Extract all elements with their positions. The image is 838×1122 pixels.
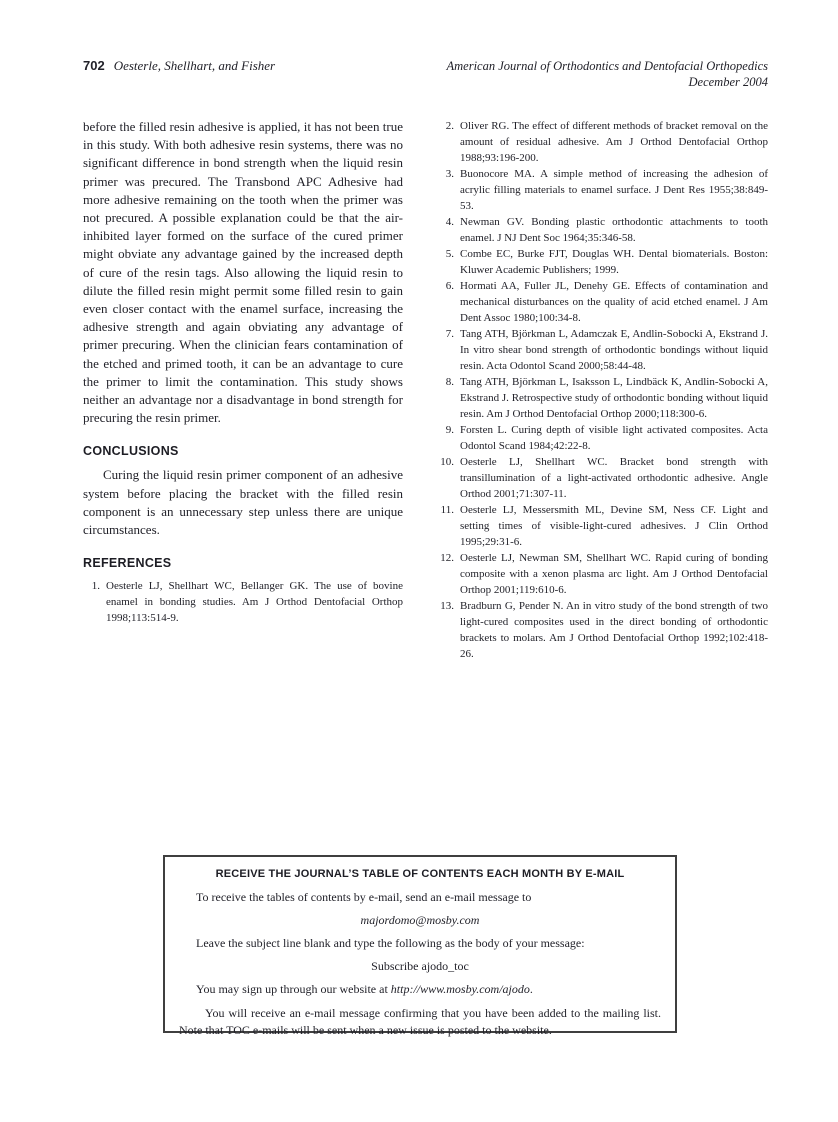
reference-item-4: [437, 214, 768, 246]
reference-number: 4.: [445, 216, 454, 228]
reference-text: Forsten L. Curing depth of visible light activated composites. Acta Odontol Scand 1984;42:22-8.: [460, 424, 768, 452]
reference-number: 3.: [445, 168, 454, 180]
reference-item-6: [437, 278, 768, 326]
reference-item-3: [437, 166, 768, 214]
toc-confirmation-note: You will receive an e-mail message confirming that you have been added to the mailing list. Note that TOC e-mails will be sent when a new issue is posted to the website.: [179, 1006, 661, 1037]
reference-number: 9.: [445, 424, 454, 436]
reference-number: 2.: [445, 120, 454, 132]
toc-body-instruction: Leave the subject line blank and type the following as the body of your message:: [196, 936, 585, 950]
issue-date: December 2004: [688, 75, 768, 89]
reference-text: Combe EC, Burke FJT, Douglas WH. Dental biomaterials. Boston: Kluwer Academic Publishers; 1999.: [460, 248, 768, 276]
page-header: [83, 58, 768, 90]
reference-number: 13.: [440, 600, 454, 612]
reference-number: 12.: [440, 552, 454, 564]
reference-text: Bradburn G, Pender N. An in vitro study of the bond strength of two light-cured composites used in the direct bonding of orthodontic brackets to molars. Am J Orthod Dentofacial Orthop 1992;102:418-26.: [460, 600, 768, 660]
page-number: 702: [83, 58, 105, 73]
reference-item-2: [437, 118, 768, 166]
references-heading: REFERENCES: [83, 556, 172, 571]
reference-item-5: [437, 246, 768, 278]
reference-item-7: [437, 326, 768, 374]
reference-text: Oesterle LJ, Messersmith ML, Devine SM, Ness CF. Light and setting times of visible-light-cured adhesives. J Clin Orthod 1995;29:31-6.: [460, 504, 768, 548]
running-authors: Oesterle, Shellhart, and Fisher: [113, 58, 276, 73]
conclusions-heading: CONCLUSIONS: [83, 444, 179, 459]
toc-subscribe-command: Subscribe ajodo_toc: [371, 959, 469, 973]
reference-list-right: [437, 118, 768, 662]
journal-name: American Journal of Orthodontics and Dentofacial Orthopedics: [446, 59, 768, 73]
reference-text: Oesterle LJ, Shellhart WC. Bracket bond strength with transillumination of a light-activated orthodontic adhesive. Angle Orthod 2001;71:307-11.: [460, 456, 768, 500]
toc-email-address: majordomo@mosby.com: [360, 913, 480, 927]
content-columns: [83, 118, 768, 662]
toc-website-url: http://www.mosby.com/ajodo: [390, 982, 530, 996]
toc-website-suffix: .: [529, 982, 533, 996]
reference-text: Oesterle LJ, Shellhart WC, Bellanger GK. The use of bovine enamel in bonding studies. Am J Orthod Dentofacial Orthop 1998;113:514-9.: [106, 580, 403, 625]
toc-website-line: [179, 982, 661, 996]
reference-item-1: [83, 578, 403, 626]
header-journal-info: [447, 58, 769, 90]
reference-item-10: [437, 454, 768, 502]
reference-number: 7.: [445, 328, 454, 340]
reference-text: Hormati AA, Fuller JL, Denehy GE. Effects of contamination and mechanical disturbances on the quality of acid etched enamel. J Am Dent Assoc 1980;100:34-8.: [460, 280, 768, 324]
reference-number: 6.: [445, 280, 454, 292]
reference-item-9: [437, 422, 768, 454]
reference-number: 1.: [91, 580, 100, 593]
reference-number: 8.: [445, 376, 454, 388]
reference-item-11: [437, 502, 768, 550]
left-column: [83, 118, 403, 662]
reference-text: Buonocore MA. A simple method of increasing the adhesion of acrylic filling materials to enamel surface. J Dent Res 1955;38:849-53.: [460, 168, 768, 212]
toc-website-prefix: You may sign up through our website at: [196, 982, 391, 996]
reference-text: Oliver RG. The effect of different methods of bracket removal on the amount of residual adhesive. Am J Orthod Dentofacial Orthop 1988;93:196-200.: [460, 120, 768, 164]
reference-number: 5.: [445, 248, 454, 260]
reference-item-12: [437, 550, 768, 598]
reference-text: Oesterle LJ, Newman SM, Shellhart WC. Rapid curing of bonding composite with a xenon plasma arc light. Am J Orthod Dentofacial Orthop 2001;119:610-6.: [460, 552, 768, 596]
reference-number: 11.: [440, 504, 454, 516]
reference-text: Tang ATH, Björkman L, Adamczak E, Andlin-Sobocki A, Ekstrand J. In vitro shear bond strength of orthodontic bondings without liquid resin. Acta Odontol Scand 2000;58:44-48.: [460, 328, 768, 372]
reference-text: Tang ATH, Björkman L, Isaksson L, Lindbäck K, Andlin-Sobocki A, Ekstrand J. Retrospective study of orthodontic bonding without liquid resin. Am J Orthod Dentofacial Orthop 2000;118:300-6.: [460, 376, 768, 420]
toc-box-title: RECEIVE THE JOURNAL’S TABLE OF CONTENTS EACH MONTH BY E-MAIL: [215, 868, 625, 880]
reference-text: Newman GV. Bonding plastic orthodontic attachments to tooth enamel. J NJ Dent Soc 1964;35:346-58.: [460, 216, 768, 244]
header-left: [83, 58, 275, 74]
reference-number: 10.: [440, 456, 454, 468]
reference-item-8: [437, 374, 768, 422]
conclusions-paragraph: Curing the liquid resin primer component of an adhesive system before placing the bracket with the filled resin component is an unnecessary step unless there are unique circumstances.: [83, 467, 403, 538]
reference-list-left: [83, 578, 403, 626]
toc-subscription-box: [163, 855, 677, 1037]
body-paragraph: before the filled resin adhesive is applied, it has not been true in this study. With both adhesive resin systems, there was no significant difference in bond strength when the liquid resin primer was precured. The Transbond APC Adhesive had more adhesive remaining on the tooth when the primer was not precured. A possible explanation could be that the air-inhibited layer formed on the surface of the cured primer might obviate any advantage gained by the increased depth of cure of the resin tags. Also allowing the liquid resin to dilute the filled resin might permit some filled resin to gain even closer contact with the enamel surface, increasing the adhesive strength and again obviating any advantage of primer precuring. When the clinician fears contamination of the etched and primed tooth, it can be an advantage to cure the primer to limit the contamination. This study shows neither an advantage nor a disadvantage in bond strength for precuring the resin primer.: [83, 119, 403, 426]
toc-intro-line: To receive the tables of contents by e-mail, send an e-mail message to: [196, 890, 532, 904]
reference-item-13: [437, 598, 768, 662]
right-column: [437, 118, 768, 662]
